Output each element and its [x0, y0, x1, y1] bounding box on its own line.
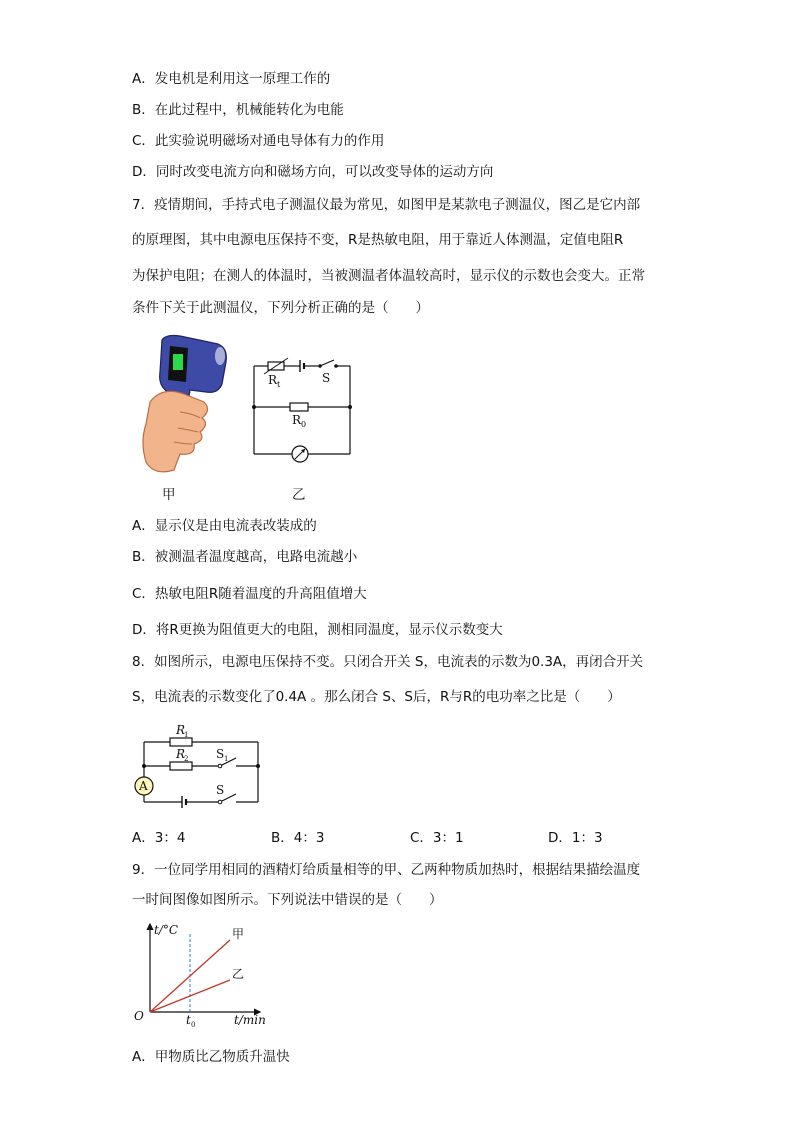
temperature-time-chart: [130, 920, 270, 1030]
q7-option-c: C．热敏电阻R随着温度的升高阻值增大: [132, 586, 367, 602]
r0-sub: 0: [301, 420, 307, 429]
q7-stem-line-1: 7．疫情期间，手持式电子测温仪最为常见，如图甲是某款电子测温仪，图乙是它内部: [132, 197, 641, 213]
q8-option-d: D．1：3: [548, 830, 603, 846]
r2-label: R: [176, 747, 186, 761]
q9-stem-line-2: 一时间图像如图所示。下列说法中错误的是（ ）: [132, 892, 443, 908]
x-axis-label: t/min: [234, 1013, 266, 1027]
origin-label: O: [134, 1009, 144, 1023]
s1-sub: 1: [224, 755, 229, 763]
q7-stem-line-2: 的原理图，其中电源电压保持不变，R是热敏电阻，用于靠近人体测温，定值电阻R: [132, 232, 624, 248]
figure-caption-jia: 甲: [162, 487, 176, 503]
ammeter-label: A: [139, 779, 148, 793]
q7-stem-line-3: 为保护电阻；在测人的体温时，当被测温者体温较高时，显示仪的示数也会变大。正常: [132, 268, 645, 284]
q8-stem-line-2: S，电流表的示数变化了0.4A 。那么闭合 S、S后，R与R的电功率之比是（ ）: [132, 689, 621, 705]
q8-circuit-diagram: [132, 720, 262, 805]
q8-option-b: B．4：3: [271, 830, 325, 846]
t0-sub: 0: [191, 1021, 196, 1029]
rt-sub: t: [277, 380, 281, 389]
s-label: S: [216, 783, 225, 797]
y-axis-label: t/°C: [154, 923, 179, 937]
q6-option-c: C．此实验说明磁场对通电导体有力的作用: [132, 133, 385, 149]
r0-label: R: [292, 413, 302, 427]
q7-option-b: B．被测温者温度越高，电路电流越小: [132, 549, 358, 565]
q6-option-a: A．发电机是利用这一原理工作的: [132, 71, 331, 87]
figure-caption-yi: 乙: [292, 487, 306, 503]
r2-sub: 2: [184, 755, 189, 763]
q7-stem-line-4: 条件下关于此测温仪，下列分析正确的是（ ）: [132, 300, 429, 316]
q8-option-c: C．3：1: [410, 830, 464, 846]
q7-option-d: D．将R更换为阻值更大的电阻，测相同温度，显示仪示数变大: [132, 622, 503, 638]
q8-option-a: A．3：4: [132, 830, 186, 846]
t0-label: t: [186, 1013, 191, 1027]
q8-stem-line-1: 8．如图所示，电源电压保持不变。只闭合开关 S，电流表的示数为0.3A，再闭合开关: [132, 654, 644, 670]
series-label-1: 甲: [232, 927, 245, 941]
q6-option-b: B．在此过程中，机械能转化为电能: [132, 102, 344, 118]
series-label-2: 乙: [232, 967, 245, 981]
r1-label: R: [176, 723, 186, 737]
switch-s-label: S: [322, 371, 331, 385]
q7-circuit-diagram: [250, 358, 360, 458]
q9-stem-line-1: 9．一位同学用相同的酒精灯给质量相等的甲、乙两种物质加热时，根据结果描绘温度: [132, 862, 641, 878]
q7-option-a: A．显示仪是由电流表改装成的: [132, 518, 317, 534]
q9-option-a: A．甲物质比乙物质升温快: [132, 1049, 290, 1065]
r1-sub: 1: [184, 731, 189, 739]
thermometer-illustration: [140, 332, 230, 477]
s1-label: S: [216, 747, 225, 761]
rt-label: R: [268, 373, 278, 387]
q6-option-d: D．同时改变电流方向和磁场方向，可以改变导体的运动方向: [132, 164, 494, 180]
